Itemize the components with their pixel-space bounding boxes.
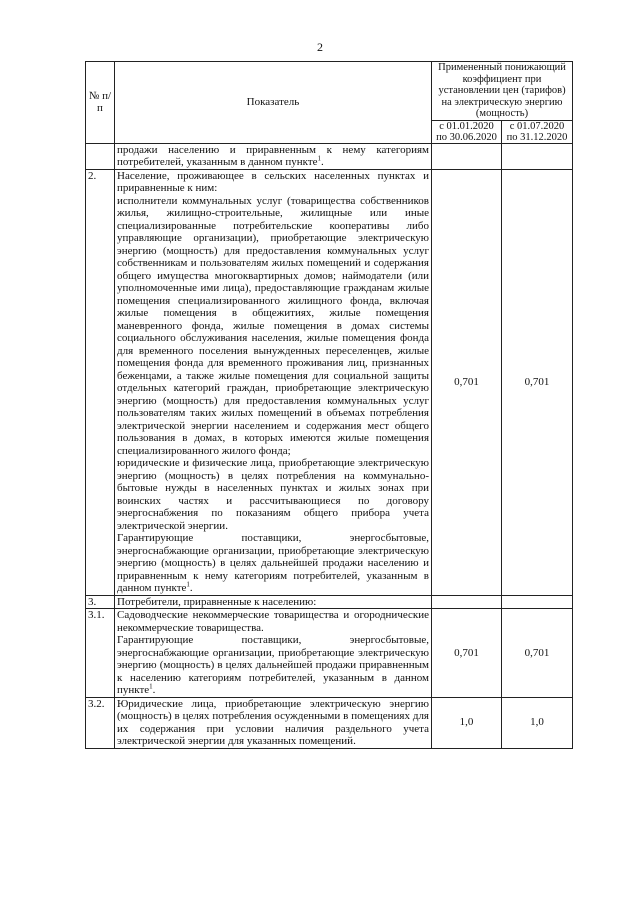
value-cell-first: 1,0 [432, 697, 502, 748]
value-cell-second [502, 143, 573, 169]
paragraph: исполнители коммунальных услуг (товарищества собственников жилья, жилищно-строительные, жилищные или иные специализированные потребительские кооперативы либо управляющие организации), приобретающие электрическую энергию (мощность) для предоставления коммунальных услуг собственникам и пользователям жилых помещений и содержания общего имущества многоквартирных домов; наймодатели (или уполномоченные ими лица), предоставляющие гражданам жилые помещения специализированного жилищного фонда, включая жилые помещения в общежитиях, жилые помещения маневренного фонда, жилые помещения в домах системы социального обслуживания населения, жилые помещения фонда для временного поселения вынужденных переселенцев, жилые помещения фонда для временного проживания лиц, признанных беженцами, а также жилые помещения для социальной защиты отдельных категорий граждан, приобретающие электрическую энергию (мощность) для предоставления коммунальных услуг пользователям таких жилых помещений в объемах потребления электрической энергии населением и содержания мест общего пользования в домах, в которых имеются жилые помещения специализированного жилого фонда; [117, 194, 429, 457]
value-cell-second [502, 595, 573, 609]
row-text [115, 609, 432, 698]
page-number: 2 [317, 40, 323, 54]
footnote-marker: 1 [149, 682, 153, 691]
value-cell-first [432, 143, 502, 169]
sentence-end: . [152, 684, 156, 696]
sentence-end: . [189, 582, 193, 594]
paragraph: юридические и физические лица, приобретающие электрическую энергию (мощность) в целях потребления на коммунально-бытовые нужды в населенных пунктах и жилых зонах при воинских частях и рассчитывающиеся по договору энергоснабжения по показаниям общего прибора учета электрической энергии. [117, 457, 429, 532]
continuation-text: продажи населению и приравненным к нему категориям потребителей, указанным в данном пункте [117, 143, 429, 168]
continuation-row [86, 143, 573, 169]
value-cell-first [432, 595, 502, 609]
sentence-end: . [321, 156, 324, 168]
paragraph [117, 532, 429, 595]
row-number: 2. [86, 169, 115, 595]
row-number [86, 143, 115, 169]
table-row [86, 595, 573, 609]
table-row [86, 609, 573, 698]
table-row [86, 697, 573, 748]
header-coefficient: Примененный понижающий коэффициент при установлении цен (тарифов) на электрическую энергию (мощность) [432, 62, 573, 121]
footnote-marker: 1 [317, 154, 322, 163]
row-text: Потребители, приравненные к населению: [115, 595, 432, 609]
row-text [115, 143, 432, 169]
row-text: Юридические лица, приобретающие электрическую энергию (мощность) в целях потребления осужденными в помещениях для их содержания при условии наличия раздельного учета электрической энергии для указанных помещений. [115, 697, 432, 748]
header-indicator: Показатель [115, 62, 432, 144]
footnote-marker: 1 [186, 580, 190, 589]
row-number: 3.1. [86, 609, 115, 698]
paragraph: Население, проживающее в сельских населенных пунктах и приравненные к ним: [117, 169, 429, 194]
row-number: 3. [86, 595, 115, 609]
paragraph [117, 634, 429, 697]
value-cell-second: 0,701 [502, 609, 573, 698]
row-number: 3.2. [86, 697, 115, 748]
value-cell-second: 0,701 [502, 169, 573, 595]
header-period-first: с 01.01.2020 по 30.06.2020 [432, 120, 502, 143]
paragraph: Садоводческие некоммерческие товарищества и огороднические некоммерческие товарищества. [117, 609, 429, 634]
table-row [86, 169, 573, 595]
paragraph-text: Гарантирующие поставщики, энергосбытовые, энергоснабжающие организации, приобретающие электрическую энергию (мощность) в целях дальнейшей продажи населению и приравненным к нему категориям потребителей, указанным в данном пункте [117, 532, 429, 594]
value-cell-first: 0,701 [432, 169, 502, 595]
paragraph-text: Гарантирующие поставщики, энергосбытовые, энергоснабжающие организации, приобретающие электрическую энергию (мощность) в целях дальнейшей продажи приравненным к населению категориям потребителей, указанным в данном пункте [117, 634, 429, 696]
value-cell-first: 0,701 [432, 609, 502, 698]
header-number: № п/п [86, 62, 115, 144]
header-period-second: с 01.07.2020 по 31.12.2020 [502, 120, 573, 143]
row-text [115, 169, 432, 595]
header-row [86, 62, 573, 121]
tariff-coefficient-table [85, 61, 573, 749]
value-cell-second: 1,0 [502, 697, 573, 748]
